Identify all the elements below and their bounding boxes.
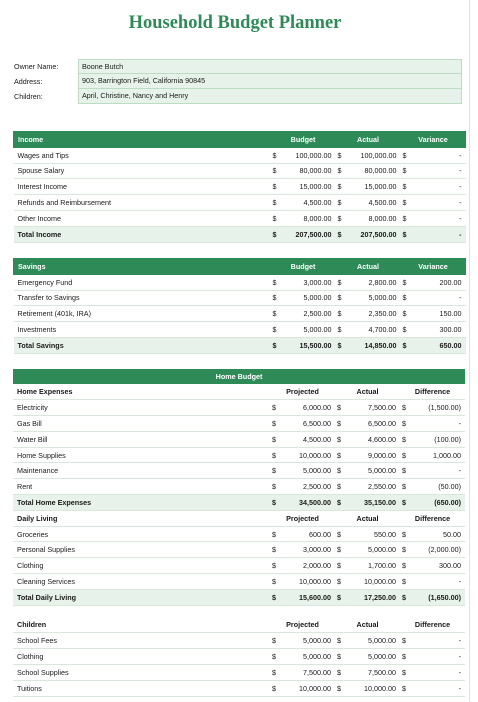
table-row bbox=[13, 574, 465, 590]
currency-symbol: $ bbox=[270, 680, 280, 696]
value-variance-cell[interactable]: (100.00) bbox=[410, 431, 465, 447]
currency-symbol: $ bbox=[401, 195, 411, 211]
value-budget-cell[interactable]: 5,000.00 bbox=[281, 290, 336, 306]
row-label: Groceries bbox=[13, 526, 270, 542]
row-label: Investments bbox=[14, 322, 271, 338]
subsection-header-row bbox=[13, 617, 465, 633]
value-variance-cell[interactable]: - bbox=[411, 290, 466, 306]
currency-symbol: $ bbox=[401, 210, 411, 226]
table-row bbox=[13, 431, 465, 447]
currency-symbol: $ bbox=[270, 416, 280, 432]
column-header: Difference bbox=[400, 617, 465, 633]
value-variance-cell[interactable]: (1,650.00) bbox=[410, 589, 465, 605]
value-variance-cell[interactable]: - bbox=[410, 665, 465, 681]
value-variance-cell[interactable]: 650.00 bbox=[411, 337, 466, 353]
value-variance-cell[interactable]: - bbox=[410, 463, 465, 479]
currency-symbol: $ bbox=[335, 463, 345, 479]
value-budget-cell[interactable]: 5,000.00 bbox=[281, 322, 336, 338]
row-label: Clothing bbox=[13, 649, 270, 665]
value-actual-cell[interactable]: 6,500.00 bbox=[345, 416, 400, 432]
row-label: Clothing bbox=[13, 558, 270, 574]
currency-symbol: $ bbox=[271, 226, 281, 242]
value-budget-cell[interactable]: 100,000.00 bbox=[281, 147, 336, 163]
value-variance-cell[interactable]: - bbox=[411, 226, 466, 242]
currency-symbol: $ bbox=[271, 322, 281, 338]
row-label: Total Home Expenses bbox=[13, 495, 270, 511]
currency-symbol: $ bbox=[400, 589, 410, 605]
subsection-title: Daily Living bbox=[13, 510, 270, 526]
info-label: Children: bbox=[14, 92, 43, 101]
currency-symbol: $ bbox=[335, 447, 345, 463]
value-variance-cell[interactable]: - bbox=[410, 633, 465, 649]
value-actual-cell[interactable]: 2,550.00 bbox=[345, 479, 400, 495]
spacer-cell bbox=[13, 605, 465, 617]
row-label: Emergency Fund bbox=[14, 274, 271, 290]
currency-symbol: $ bbox=[270, 558, 280, 574]
row-label: Maintenance bbox=[13, 463, 270, 479]
currency-symbol: $ bbox=[400, 495, 410, 511]
currency-symbol: $ bbox=[335, 680, 345, 696]
currency-symbol: $ bbox=[270, 574, 280, 590]
table-row bbox=[14, 210, 466, 226]
value-budget-cell[interactable]: 2,000.00 bbox=[280, 558, 335, 574]
table-row bbox=[13, 665, 465, 681]
currency-symbol: $ bbox=[400, 649, 410, 665]
value-budget-cell[interactable]: 2,500.00 bbox=[281, 306, 336, 322]
value-budget-cell[interactable]: 15,000.00 bbox=[281, 179, 336, 195]
value-variance-cell[interactable]: (650.00) bbox=[410, 495, 465, 511]
value-variance-cell[interactable]: 50.00 bbox=[410, 526, 465, 542]
value-variance-cell[interactable]: 300.00 bbox=[411, 322, 466, 338]
row-label: Retirement (401k, IRA) bbox=[14, 306, 271, 322]
currency-symbol: $ bbox=[270, 665, 280, 681]
currency-symbol: $ bbox=[270, 400, 280, 416]
currency-symbol: $ bbox=[270, 589, 280, 605]
value-budget-cell[interactable]: 6,500.00 bbox=[280, 416, 335, 432]
table-row bbox=[14, 163, 466, 179]
subsection-title: Home Expenses bbox=[13, 384, 270, 400]
value-budget-cell[interactable]: 2,500.00 bbox=[280, 479, 335, 495]
column-header: Variance bbox=[401, 132, 466, 148]
row-label: Other Income bbox=[14, 210, 271, 226]
value-variance-cell[interactable]: - bbox=[410, 649, 465, 665]
currency-symbol: $ bbox=[401, 163, 411, 179]
currency-symbol: $ bbox=[400, 542, 410, 558]
currency-symbol: $ bbox=[400, 526, 410, 542]
value-budget-cell[interactable]: 10,000.00 bbox=[280, 680, 335, 696]
currency-symbol: $ bbox=[400, 665, 410, 681]
currency-symbol: $ bbox=[401, 147, 411, 163]
subsection-header-row bbox=[13, 384, 465, 400]
currency-symbol: $ bbox=[335, 589, 345, 605]
row-label: Total Daily Living bbox=[13, 589, 270, 605]
currency-symbol: $ bbox=[335, 479, 345, 495]
currency-symbol: $ bbox=[400, 680, 410, 696]
table-row bbox=[13, 526, 465, 542]
subsection-title: Children bbox=[13, 617, 270, 633]
row-label: School Supplies bbox=[13, 665, 270, 681]
currency-symbol: $ bbox=[271, 210, 281, 226]
value-actual-cell[interactable]: 100,000.00 bbox=[346, 147, 401, 163]
table-row bbox=[14, 179, 466, 195]
info-row-owner bbox=[12, 59, 462, 74]
table-row bbox=[13, 463, 465, 479]
value-variance-cell[interactable]: 300.00 bbox=[410, 558, 465, 574]
value-budget-cell[interactable]: 10,000.00 bbox=[280, 574, 335, 590]
column-header: Budget bbox=[271, 259, 336, 275]
currency-symbol: $ bbox=[335, 542, 345, 558]
value-actual-cell[interactable]: 5,000.00 bbox=[345, 633, 400, 649]
section-header-row bbox=[14, 132, 466, 148]
row-label: Cleaning Services bbox=[13, 574, 270, 590]
currency-symbol: $ bbox=[335, 416, 345, 432]
row-label: Electricity bbox=[13, 400, 270, 416]
home-budget-banner-row bbox=[13, 369, 465, 384]
value-actual-cell[interactable]: 9,000.00 bbox=[345, 447, 400, 463]
value-budget-cell[interactable]: 80,000.00 bbox=[281, 163, 336, 179]
value-budget-cell[interactable]: 5,000.00 bbox=[280, 463, 335, 479]
row-label: Gas Bill bbox=[13, 416, 270, 432]
currency-symbol: $ bbox=[270, 447, 280, 463]
section-title: Income bbox=[14, 132, 271, 148]
subsection-header-row bbox=[13, 510, 465, 526]
currency-symbol: $ bbox=[335, 574, 345, 590]
currency-symbol: $ bbox=[335, 400, 345, 416]
currency-symbol: $ bbox=[270, 463, 280, 479]
currency-symbol: $ bbox=[401, 306, 411, 322]
value-variance-cell[interactable]: (1,500.00) bbox=[410, 400, 465, 416]
value-actual-cell[interactable]: 5,000.00 bbox=[346, 290, 401, 306]
row-label: Water Bill bbox=[13, 431, 270, 447]
currency-symbol: $ bbox=[271, 195, 281, 211]
currency-symbol: $ bbox=[335, 633, 345, 649]
row-label: Total Income bbox=[14, 226, 271, 242]
column-header: Difference bbox=[400, 384, 465, 400]
value-variance-cell[interactable]: - bbox=[410, 416, 465, 432]
value-variance-cell[interactable]: - bbox=[411, 163, 466, 179]
value-variance-cell[interactable]: 150.00 bbox=[411, 306, 466, 322]
currency-symbol: $ bbox=[336, 147, 346, 163]
value-actual-cell[interactable]: 10,000.00 bbox=[345, 574, 400, 590]
table-row bbox=[13, 649, 465, 665]
total-row bbox=[13, 589, 465, 605]
value-variance-cell[interactable]: - bbox=[411, 195, 466, 211]
column-header: Projected bbox=[270, 384, 335, 400]
currency-symbol: $ bbox=[270, 431, 280, 447]
address-cell[interactable]: 903, Barrington Field, California 90845 bbox=[78, 74, 462, 89]
currency-symbol: $ bbox=[401, 226, 411, 242]
table-row bbox=[13, 479, 465, 495]
value-actual-cell[interactable]: 35,150.00 bbox=[345, 495, 400, 511]
value-actual-cell[interactable]: 550.00 bbox=[345, 526, 400, 542]
currency-symbol: $ bbox=[271, 290, 281, 306]
value-budget-cell[interactable]: 15,600.00 bbox=[280, 589, 335, 605]
value-variance-cell[interactable]: 1,000.00 bbox=[410, 447, 465, 463]
value-budget-cell[interactable]: 34,500.00 bbox=[280, 495, 335, 511]
value-actual-cell[interactable]: 4,600.00 bbox=[345, 431, 400, 447]
value-actual-cell[interactable]: 10,000.00 bbox=[345, 680, 400, 696]
currency-symbol: $ bbox=[336, 337, 346, 353]
currency-symbol: $ bbox=[335, 558, 345, 574]
value-budget-cell[interactable]: 5,000.00 bbox=[280, 649, 335, 665]
value-actual-cell[interactable]: 15,000.00 bbox=[346, 179, 401, 195]
table-row bbox=[13, 447, 465, 463]
currency-symbol: $ bbox=[400, 416, 410, 432]
savings-table bbox=[13, 258, 466, 354]
currency-symbol: $ bbox=[336, 306, 346, 322]
currency-symbol: $ bbox=[401, 290, 411, 306]
currency-symbol: $ bbox=[400, 633, 410, 649]
column-header: Difference bbox=[400, 510, 465, 526]
value-actual-cell[interactable]: 1,700.00 bbox=[345, 558, 400, 574]
currency-symbol: $ bbox=[335, 649, 345, 665]
table-row bbox=[13, 416, 465, 432]
info-label: Address: bbox=[14, 77, 43, 86]
currency-symbol: $ bbox=[401, 322, 411, 338]
currency-symbol: $ bbox=[270, 633, 280, 649]
table-row bbox=[13, 400, 465, 416]
home-budget-table bbox=[13, 369, 465, 697]
info-row-address bbox=[12, 74, 462, 89]
value-actual-cell[interactable]: 4,700.00 bbox=[346, 322, 401, 338]
table-row bbox=[14, 306, 466, 322]
value-budget-cell[interactable]: 4,500.00 bbox=[281, 195, 336, 211]
value-budget-cell[interactable]: 7,500.00 bbox=[280, 665, 335, 681]
table-row bbox=[13, 633, 465, 649]
currency-symbol: $ bbox=[335, 431, 345, 447]
owner-name-cell[interactable]: Boone Butch bbox=[78, 59, 462, 74]
currency-symbol: $ bbox=[270, 479, 280, 495]
currency-symbol: $ bbox=[336, 274, 346, 290]
currency-symbol: $ bbox=[271, 147, 281, 163]
value-variance-cell[interactable]: 200.00 bbox=[411, 274, 466, 290]
currency-symbol: $ bbox=[335, 526, 345, 542]
value-actual-cell[interactable]: 8,000.00 bbox=[346, 210, 401, 226]
table-row bbox=[13, 680, 465, 696]
value-variance-cell[interactable]: - bbox=[411, 179, 466, 195]
currency-symbol: $ bbox=[270, 649, 280, 665]
value-variance-cell[interactable]: - bbox=[410, 574, 465, 590]
currency-symbol: $ bbox=[335, 495, 345, 511]
value-variance-cell[interactable]: - bbox=[411, 210, 466, 226]
column-header: Projected bbox=[270, 617, 335, 633]
total-row bbox=[13, 495, 465, 511]
section-title: Savings bbox=[14, 259, 271, 275]
currency-symbol: $ bbox=[271, 337, 281, 353]
income-table bbox=[13, 131, 466, 243]
value-budget-cell[interactable]: 5,000.00 bbox=[280, 633, 335, 649]
currency-symbol: $ bbox=[271, 179, 281, 195]
currency-symbol: $ bbox=[400, 431, 410, 447]
row-label: Interest Income bbox=[14, 179, 271, 195]
value-budget-cell[interactable]: 6,000.00 bbox=[280, 400, 335, 416]
row-label: Home Supplies bbox=[13, 447, 270, 463]
row-label: Personal Supplies bbox=[13, 542, 270, 558]
table-row bbox=[14, 195, 466, 211]
currency-symbol: $ bbox=[335, 665, 345, 681]
currency-symbol: $ bbox=[336, 179, 346, 195]
column-header: Actual bbox=[335, 510, 400, 526]
value-budget-cell[interactable]: 15,500.00 bbox=[281, 337, 336, 353]
value-budget-cell[interactable]: 8,000.00 bbox=[281, 210, 336, 226]
currency-symbol: $ bbox=[336, 226, 346, 242]
value-budget-cell[interactable]: 3,000.00 bbox=[280, 542, 335, 558]
row-label: Tuitions bbox=[13, 680, 270, 696]
value-variance-cell[interactable]: (50.00) bbox=[410, 479, 465, 495]
currency-symbol: $ bbox=[271, 274, 281, 290]
value-actual-cell[interactable]: 207,500.00 bbox=[346, 226, 401, 242]
value-variance-cell[interactable]: (2,000.00) bbox=[410, 542, 465, 558]
row-label: Total Savings bbox=[14, 337, 271, 353]
currency-symbol: $ bbox=[400, 447, 410, 463]
table-row bbox=[14, 322, 466, 338]
value-variance-cell[interactable]: - bbox=[410, 680, 465, 696]
currency-symbol: $ bbox=[336, 290, 346, 306]
currency-symbol: $ bbox=[401, 337, 411, 353]
table-row bbox=[13, 558, 465, 574]
currency-symbol: $ bbox=[336, 210, 346, 226]
row-label: Rent bbox=[13, 479, 270, 495]
currency-symbol: $ bbox=[336, 195, 346, 211]
table-row bbox=[14, 147, 466, 163]
total-row bbox=[14, 226, 466, 242]
table-row bbox=[13, 542, 465, 558]
currency-symbol: $ bbox=[270, 526, 280, 542]
column-header: Budget bbox=[271, 132, 336, 148]
page-title: Household Budget Planner bbox=[128, 13, 342, 33]
currency-symbol: $ bbox=[401, 179, 411, 195]
section-header-row bbox=[14, 259, 466, 275]
column-header: Actual bbox=[336, 259, 401, 275]
value-actual-cell[interactable]: 7,500.00 bbox=[345, 400, 400, 416]
currency-symbol: $ bbox=[270, 495, 280, 511]
value-budget-cell[interactable]: 3,000.00 bbox=[281, 274, 336, 290]
value-actual-cell[interactable]: 4,500.00 bbox=[346, 195, 401, 211]
value-actual-cell[interactable]: 14,850.00 bbox=[346, 337, 401, 353]
currency-symbol: $ bbox=[336, 322, 346, 338]
currency-symbol: $ bbox=[400, 574, 410, 590]
value-actual-cell[interactable]: 2,350.00 bbox=[346, 306, 401, 322]
value-actual-cell[interactable]: 2,800.00 bbox=[346, 274, 401, 290]
value-budget-cell[interactable]: 4,500.00 bbox=[280, 431, 335, 447]
row-label: Spouse Salary bbox=[14, 163, 271, 179]
value-actual-cell[interactable]: 5,000.00 bbox=[345, 542, 400, 558]
value-actual-cell[interactable]: 5,000.00 bbox=[345, 649, 400, 665]
owner-info-block bbox=[12, 59, 462, 104]
column-header: Actual bbox=[335, 384, 400, 400]
column-header: Actual bbox=[336, 132, 401, 148]
currency-symbol: $ bbox=[400, 479, 410, 495]
column-header: Actual bbox=[335, 617, 400, 633]
spacer-row bbox=[13, 605, 465, 617]
value-budget-cell[interactable]: 10,000.00 bbox=[280, 447, 335, 463]
row-label: Wages and Tips bbox=[14, 147, 271, 163]
row-label: School Fees bbox=[13, 633, 270, 649]
currency-symbol: $ bbox=[270, 542, 280, 558]
currency-symbol: $ bbox=[400, 400, 410, 416]
currency-symbol: $ bbox=[271, 163, 281, 179]
children-cell[interactable]: April, Christine, Nancy and Henry bbox=[78, 89, 462, 104]
currency-symbol: $ bbox=[400, 558, 410, 574]
value-budget-cell[interactable]: 600.00 bbox=[280, 526, 335, 542]
row-label: Transfer to Savings bbox=[14, 290, 271, 306]
table-row bbox=[14, 290, 466, 306]
value-actual-cell[interactable]: 17,250.00 bbox=[345, 589, 400, 605]
home-budget-banner: Home Budget bbox=[13, 369, 465, 384]
column-header: Variance bbox=[401, 259, 466, 275]
value-actual-cell[interactable]: 80,000.00 bbox=[346, 163, 401, 179]
table-row bbox=[14, 274, 466, 290]
row-label: Refunds and Reimbursement bbox=[14, 195, 271, 211]
value-actual-cell[interactable]: 7,500.00 bbox=[345, 665, 400, 681]
currency-symbol: $ bbox=[271, 306, 281, 322]
total-row bbox=[14, 337, 466, 353]
column-header: Projected bbox=[270, 510, 335, 526]
value-actual-cell[interactable]: 5,000.00 bbox=[345, 463, 400, 479]
info-label: Owner Name: bbox=[14, 62, 59, 71]
value-budget-cell[interactable]: 207,500.00 bbox=[281, 226, 336, 242]
info-row-children bbox=[12, 89, 462, 104]
currency-symbol: $ bbox=[336, 163, 346, 179]
currency-symbol: $ bbox=[400, 463, 410, 479]
currency-symbol: $ bbox=[401, 274, 411, 290]
value-variance-cell[interactable]: - bbox=[411, 147, 466, 163]
